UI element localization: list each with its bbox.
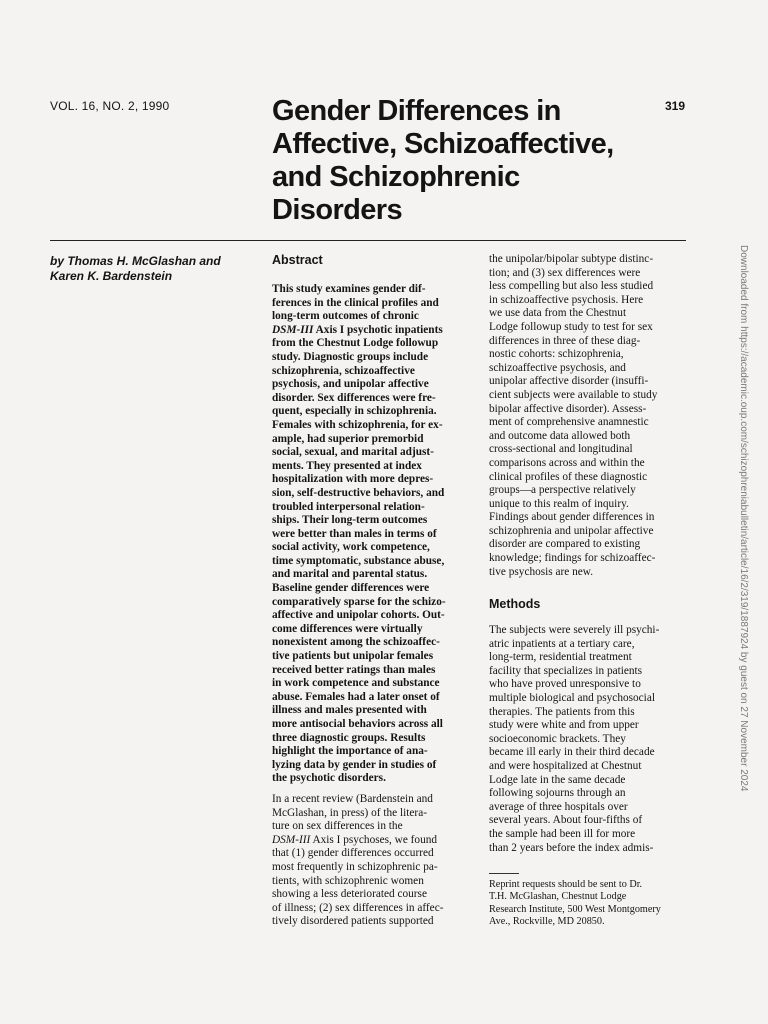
text-line: comparisons across and within the (489, 456, 645, 469)
text-line: highlight the importance of ana- (272, 745, 428, 758)
text-line: in schizoaffective psychosis. Here (489, 293, 644, 306)
text-line: we use data from the Chestnut (489, 307, 627, 320)
text-line: long-term, residential treatment (489, 651, 632, 664)
text-line: tive psychosis are new. (489, 565, 594, 578)
text-line: Ave., Rockville, MD 20850. (489, 916, 605, 928)
title-line: Affective, Schizoaffective, (272, 128, 614, 160)
title-line: Gender Differences in (272, 95, 561, 127)
text-line: psychosis, and unipolar affective (272, 378, 429, 391)
text-line: facility that specializes in patients (489, 664, 643, 677)
text-line: social, sexual, and marital adjust- (272, 446, 434, 459)
download-watermark: Downloaded from https://academic.oup.com/schizophreniabulletin/article/16/2/319/1887924 by guest on 27 November 2024 (738, 245, 749, 792)
text-line: showing a less deteriorated course (272, 888, 427, 901)
text-line: illness and males presented with (272, 704, 427, 717)
text-line: ample, had superior premorbid (272, 432, 424, 445)
methods-text (489, 624, 659, 855)
text-line: tion; and (3) sex differences were (489, 266, 641, 279)
text-line: unipolar affective disorder (insuffi- (489, 375, 649, 388)
text-line: ships. Their long-term outcomes (272, 514, 428, 527)
text-line: social activity, work competence, (272, 541, 430, 554)
text-line: Research Institute, 500 West Montgomery (489, 903, 661, 915)
text-line: became ill early in their third decade (489, 746, 655, 759)
text-line: DSM-III Axis I psychoses, we found (272, 833, 438, 846)
text-line: McGlashan, in press) of the litera- (272, 806, 427, 819)
text-line: disorder are compared to existing (489, 538, 641, 551)
text-line: ture on sex differences in the (272, 820, 403, 833)
text-line: bipolar affective disorder). Assess- (489, 402, 647, 415)
text-line: schizophrenia, schizoaffective (272, 364, 415, 377)
abstract-heading: Abstract (272, 253, 323, 267)
text-line: in work competence and substance (272, 677, 440, 690)
text-line: Lodge followup study to test for sex (489, 320, 653, 333)
text-line: more antisocial behaviors across all (272, 718, 443, 730)
text-line: comparatively sparse for the schizo- (272, 595, 446, 608)
text-line: troubled interpersonal relation- (272, 500, 425, 513)
title-line: Disorders (272, 194, 402, 226)
text-line: hospitalization with more depres- (272, 473, 434, 486)
text-line: socioeconomic brackets. They (489, 732, 626, 745)
text-line: differences in three of these diag- (489, 334, 641, 347)
text-line: tive patients but unipolar females (272, 650, 434, 663)
intro-continuation-text (489, 253, 657, 579)
text-line: and marital and parental status. (272, 568, 428, 581)
text-line: Findings about gender differences in (489, 511, 655, 524)
text-line: nostic cohorts: schizophrenia, (489, 348, 624, 361)
author-line: by Thomas H. McGlashan and (50, 254, 221, 268)
text-line: ment of comprehensive anamnestic (489, 416, 649, 429)
text-line: unique to this realm of inquiry. (489, 497, 629, 510)
text-line: average of three hospitals over (489, 800, 628, 813)
text-line: following sojourns through an (489, 787, 626, 800)
text-line: Lodge late in the same decade (489, 773, 626, 786)
journal-volume: VOL. 16, NO. 2, 1990 (50, 99, 170, 113)
text-line: Females with schizophrenia, for ex- (272, 418, 443, 431)
methods-heading: Methods (489, 597, 541, 611)
text-line: and were hospitalized at Chestnut (489, 759, 642, 772)
author-byline (50, 254, 255, 284)
text-line: affective and unipolar cohorts. Out- (272, 609, 445, 622)
text-line: This study examines gender dif- (272, 283, 426, 295)
text-line: clinical profiles of these diagnostic (489, 470, 648, 483)
title-line: and Schizophrenic (272, 161, 520, 193)
text-line: The subjects were severely ill psychi- (489, 624, 660, 636)
text-line: the sample had been ill for more (489, 827, 636, 840)
text-line: three diagnostic groups. Results (272, 731, 426, 744)
text-line: most frequently in schizophrenic pa- (272, 860, 438, 873)
text-line: less compelling but also less studied (489, 280, 654, 293)
text-line: that (1) gender differences occurred (272, 847, 434, 860)
text-line: tients, with schizophrenic women (272, 874, 424, 887)
text-line: DSM-III Axis I psychotic inpatients (272, 323, 443, 336)
text-line: nonexistent among the schizoaffec- (272, 636, 440, 649)
title-divider (50, 240, 686, 241)
text-line: ferences in the clinical profiles and (272, 296, 439, 309)
text-line: study were white and from upper (489, 719, 639, 732)
article-title (272, 95, 692, 227)
text-line: multiple biological and psychosocial (489, 691, 655, 704)
text-line: schizophrenia and unipolar affective (489, 524, 654, 537)
text-line: were better than males in terms of (272, 527, 437, 540)
text-line: the psychotic disorders. (272, 772, 386, 785)
text-line: come differences were virtually (272, 622, 423, 635)
text-line: disorder. Sex differences were fre- (272, 391, 436, 404)
text-line: Reprint requests should be sent to Dr. (489, 879, 643, 890)
text-line: from the Chestnut Lodge followup (272, 337, 439, 350)
text-line: abuse. Females had a later onset of (272, 690, 440, 703)
text-line: than 2 years before the index admis- (489, 841, 654, 854)
text-line: of illness; (2) sex differences in affec- (272, 901, 444, 914)
text-line: therapies. The patients from this (489, 705, 635, 718)
page-number: 319 (665, 99, 686, 113)
text-line: cross-sectional and longitudinal (489, 443, 633, 456)
text-line: study. Diagnostic groups include (272, 350, 429, 363)
reprint-footnote (489, 879, 661, 929)
text-line: atric inpatients at a tertiary care, (489, 637, 635, 650)
text-line: long-term outcomes of chronic (272, 310, 419, 323)
text-line: time symptomatic, substance abuse, (272, 554, 445, 567)
text-line: knowledge; findings for schizoaffec- (489, 552, 656, 565)
abstract-text (272, 283, 446, 786)
text-line: cient subjects were available to study (489, 388, 658, 401)
text-line: Baseline gender differences were (272, 582, 430, 595)
text-line: who have proved unresponsive to (489, 678, 641, 691)
text-line: received better ratings than males (272, 663, 436, 676)
text-line: T.H. McGlashan, Chestnut Lodge (489, 891, 627, 903)
text-line: the unipolar/bipolar subtype distinc- (489, 253, 654, 265)
text-line: sion, self-destructive behaviors, and (272, 486, 445, 499)
footnote-divider (489, 873, 519, 874)
text-line: In a recent review (Bardenstein and (272, 793, 433, 805)
text-line: groups—a perspective relatively (489, 484, 636, 497)
text-line: ments. They presented at index (272, 459, 422, 472)
intro-text (272, 793, 443, 929)
text-line: several years. About four-fifths of (489, 814, 643, 827)
author-line: Karen K. Bardenstein (50, 269, 173, 283)
text-line: lyzing data by gender in studies of (272, 758, 437, 771)
text-line: quent, especially in schizophrenia. (272, 405, 437, 418)
text-line: tively disordered patients supported (272, 915, 434, 928)
text-line: and outcome data allowed both (489, 429, 631, 442)
text-line: schizoaffective psychosis, and (489, 361, 626, 374)
